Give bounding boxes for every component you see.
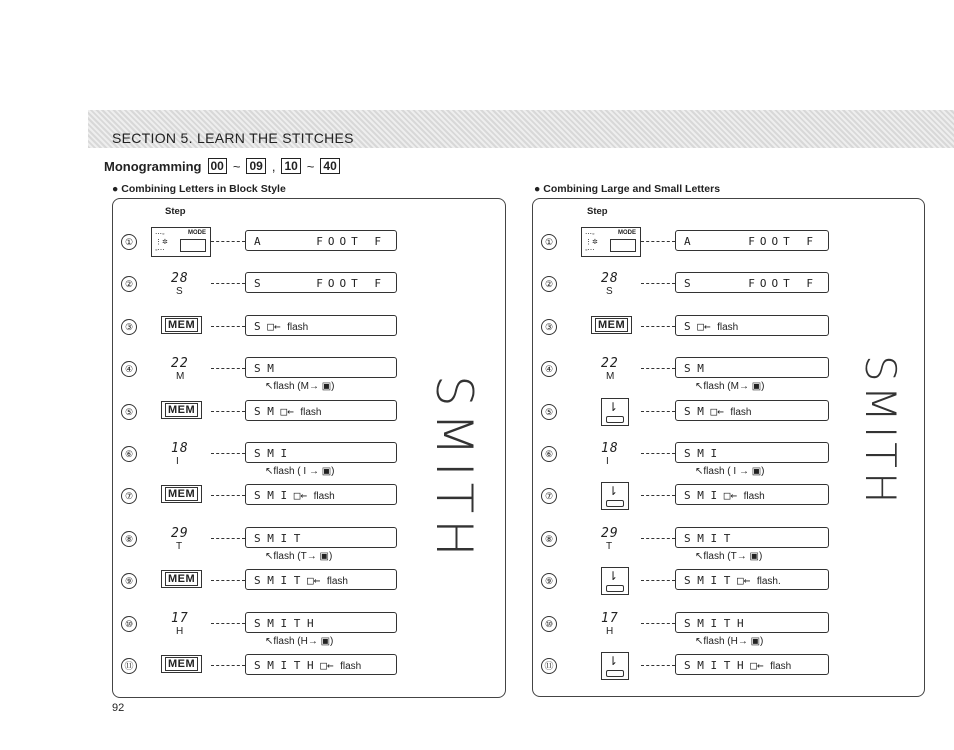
lcd-flash-text: flash bbox=[743, 491, 765, 502]
flash-note: ↖flash ( I → ▣) bbox=[265, 466, 335, 477]
mem-key[interactable] bbox=[591, 316, 632, 334]
lcd-text: S M I bbox=[254, 447, 288, 460]
lcd-display bbox=[245, 400, 397, 421]
step-number: ⑦ bbox=[121, 488, 137, 504]
left-subhead-text: Combining Letters in Block Style bbox=[121, 183, 286, 195]
flash-note: ↖flash (T→ ▣) bbox=[695, 551, 763, 562]
presser-foot-icon bbox=[606, 500, 624, 507]
step-header: Step bbox=[165, 206, 186, 217]
mode-key-icon bbox=[180, 239, 206, 252]
lcd-text: A bbox=[254, 235, 261, 248]
pattern-key-icon[interactable] bbox=[601, 652, 629, 680]
lcd-display bbox=[675, 230, 829, 251]
pattern-number-box: 40 bbox=[320, 158, 339, 174]
mem-key-label: MEM bbox=[165, 572, 198, 586]
lcd-display bbox=[245, 569, 397, 590]
step-number: ⑥ bbox=[121, 446, 137, 462]
letter-label: I bbox=[176, 456, 179, 467]
lcd-display bbox=[675, 654, 829, 675]
lcd-text: S M □← bbox=[684, 405, 731, 418]
right-panel bbox=[532, 198, 925, 697]
connector-dash bbox=[211, 326, 245, 327]
step-number: ⑪ bbox=[121, 658, 137, 674]
stitch-code: 22 bbox=[601, 356, 619, 371]
letter-label: H bbox=[606, 626, 614, 637]
stitch-selector-icon: ⋯◦ ⋮✲ ◦⋯ bbox=[155, 231, 168, 254]
needle-icon: ⇂ bbox=[608, 400, 619, 414]
lcd-display bbox=[675, 315, 829, 336]
flash-note: ↖flash (H→ ▣) bbox=[265, 636, 334, 647]
lcd-display bbox=[675, 484, 829, 505]
flash-note: ↖flash (M→ ▣) bbox=[265, 381, 335, 392]
right-subhead: ● Combining Large and Small Letters bbox=[534, 183, 721, 195]
connector-dash bbox=[641, 326, 675, 327]
lcd-text: S M I T H bbox=[254, 617, 314, 630]
step-number: ⑩ bbox=[541, 616, 557, 632]
letter-label: T bbox=[606, 541, 613, 552]
lcd-flash-text: flash bbox=[313, 491, 335, 502]
range-tilde: ~ bbox=[306, 158, 315, 174]
lcd-text: S M I T □← bbox=[254, 574, 327, 587]
connector-dash bbox=[641, 665, 675, 666]
step-number: ③ bbox=[121, 319, 137, 335]
letter-label: M bbox=[606, 371, 615, 382]
stitch-code: 29 bbox=[601, 526, 619, 541]
lcd-flash-text: flash bbox=[326, 576, 348, 587]
pattern-number-box: 10 bbox=[281, 158, 300, 174]
presser-foot-icon bbox=[606, 585, 624, 592]
lcd-text: S M I T H □← bbox=[684, 659, 771, 672]
lcd-display bbox=[245, 315, 397, 336]
lcd-text: S M I □← bbox=[684, 489, 744, 502]
connector-dash bbox=[641, 283, 675, 284]
connector-dash bbox=[211, 283, 245, 284]
flash-note: ↖flash ( I → ▣) bbox=[695, 466, 765, 477]
pattern-key-icon[interactable] bbox=[601, 398, 629, 426]
flash-note: ↖flash (H→ ▣) bbox=[695, 636, 764, 647]
step-number: ⑪ bbox=[541, 658, 557, 674]
lcd-display bbox=[245, 612, 397, 633]
needle-icon: ⇂ bbox=[608, 484, 619, 498]
step-number: ④ bbox=[541, 361, 557, 377]
mem-key[interactable] bbox=[161, 401, 202, 419]
step-number: ① bbox=[121, 234, 137, 250]
pattern-key-icon[interactable] bbox=[601, 567, 629, 595]
lcd-display bbox=[245, 357, 397, 378]
stitch-code: 18 bbox=[171, 441, 189, 456]
lcd-text: S bbox=[684, 277, 691, 290]
needle-icon: ⇂ bbox=[608, 654, 619, 668]
lcd-display bbox=[245, 272, 397, 293]
mode-label: MODE bbox=[618, 230, 636, 236]
mem-key-label: MEM bbox=[165, 403, 198, 417]
mem-key-label: MEM bbox=[165, 318, 198, 332]
connector-dash bbox=[641, 368, 675, 369]
step-header: Step bbox=[587, 206, 608, 217]
stitch-code: 18 bbox=[601, 441, 619, 456]
lcd-text: S M I T bbox=[684, 532, 731, 545]
lcd-foot-text: FOOT F bbox=[748, 235, 818, 248]
connector-dash bbox=[641, 411, 675, 412]
connector-dash bbox=[211, 241, 245, 242]
mem-key[interactable] bbox=[161, 655, 202, 673]
letter-label: H bbox=[176, 626, 184, 637]
lcd-text: S bbox=[254, 277, 261, 290]
lcd-flash-text: flash bbox=[340, 661, 362, 672]
letter-label: S bbox=[176, 286, 183, 297]
lcd-foot-text: FOOT F bbox=[316, 235, 386, 248]
stitch-code: 29 bbox=[171, 526, 189, 541]
lcd-text: A bbox=[684, 235, 691, 248]
connector-dash bbox=[641, 580, 675, 581]
connector-dash bbox=[641, 495, 675, 496]
lcd-display bbox=[245, 527, 397, 548]
pattern-number-box: 09 bbox=[246, 158, 265, 174]
lcd-display bbox=[675, 527, 829, 548]
step-number: ⑦ bbox=[541, 488, 557, 504]
lcd-display bbox=[245, 230, 397, 251]
needle-icon: ⇂ bbox=[608, 569, 619, 583]
lcd-display bbox=[675, 569, 829, 590]
step-number: ③ bbox=[541, 319, 557, 335]
mem-key[interactable] bbox=[161, 570, 202, 588]
section-title: SECTION 5. LEARN THE STITCHES bbox=[112, 130, 354, 146]
lcd-text: S □← bbox=[684, 320, 718, 333]
left-panel bbox=[112, 198, 506, 698]
range-comma: , bbox=[271, 158, 276, 174]
step-number: ⑨ bbox=[541, 573, 557, 589]
step-number: ④ bbox=[121, 361, 137, 377]
big-monogram-word: SMITH bbox=[856, 355, 905, 508]
connector-dash bbox=[211, 538, 245, 539]
connector-dash bbox=[211, 453, 245, 454]
pattern-key-icon[interactable] bbox=[601, 482, 629, 510]
stitch-code: 17 bbox=[171, 611, 189, 626]
lcd-display bbox=[245, 442, 397, 463]
range-tilde: ~ bbox=[232, 158, 241, 174]
lcd-text: S M I T H bbox=[684, 617, 744, 630]
stitch-code: 17 bbox=[601, 611, 619, 626]
letter-label: M bbox=[176, 371, 185, 382]
lcd-foot-text: FOOT F bbox=[748, 277, 818, 290]
mode-key-icon bbox=[610, 239, 636, 252]
step-number: ② bbox=[541, 276, 557, 292]
step-number: ⑤ bbox=[541, 404, 557, 420]
mode-label: MODE bbox=[188, 230, 206, 236]
lcd-text: S M I bbox=[684, 447, 718, 460]
connector-dash bbox=[641, 538, 675, 539]
right-subhead-text: Combining Large and Small Letters bbox=[543, 183, 721, 195]
step-number: ⑤ bbox=[121, 404, 137, 420]
connector-dash bbox=[211, 495, 245, 496]
stitch-code: 28 bbox=[171, 271, 189, 286]
lcd-flash-text: flash bbox=[287, 322, 309, 333]
big-monogram-word: SMITH bbox=[425, 375, 483, 563]
pattern-number-box: 00 bbox=[208, 158, 227, 174]
lcd-display bbox=[245, 654, 397, 675]
step-number: ⑥ bbox=[541, 446, 557, 462]
mem-key-label: MEM bbox=[165, 487, 198, 501]
presser-foot-icon bbox=[606, 416, 624, 423]
step-number: ⑧ bbox=[541, 531, 557, 547]
step-number: ⑧ bbox=[121, 531, 137, 547]
lcd-flash-text: flash bbox=[300, 407, 322, 418]
connector-dash bbox=[211, 623, 245, 624]
lcd-text: S □← bbox=[254, 320, 288, 333]
mem-key[interactable] bbox=[161, 485, 202, 503]
connector-dash bbox=[211, 580, 245, 581]
connector-dash bbox=[641, 453, 675, 454]
connector-dash bbox=[211, 665, 245, 666]
mem-key-label: MEM bbox=[165, 657, 198, 671]
lcd-display bbox=[675, 442, 829, 463]
lcd-flash-text: flash. bbox=[756, 576, 781, 587]
lcd-text: S M I T bbox=[254, 532, 301, 545]
connector-dash bbox=[641, 241, 675, 242]
lcd-text: S M bbox=[254, 362, 274, 375]
lcd-display bbox=[675, 612, 829, 633]
mem-key-label: MEM bbox=[595, 318, 628, 332]
lcd-text: S M □← bbox=[254, 405, 301, 418]
lcd-display bbox=[675, 357, 829, 378]
lcd-display bbox=[675, 272, 829, 293]
step-number: ⑩ bbox=[121, 616, 137, 632]
lcd-display bbox=[675, 400, 829, 421]
stitch-selector-icon: ⋯◦ ⋮✲ ◦⋯ bbox=[585, 231, 598, 254]
lcd-foot-text: FOOT F bbox=[316, 277, 386, 290]
step-number: ⑨ bbox=[121, 573, 137, 589]
letter-label: I bbox=[606, 456, 609, 467]
lcd-text: S M I T H □← bbox=[254, 659, 341, 672]
lcd-flash-text: flash bbox=[717, 322, 739, 333]
flash-note: ↖flash (T→ ▣) bbox=[265, 551, 333, 562]
lcd-flash-text: flash bbox=[770, 661, 792, 672]
monogramming-label: Monogramming bbox=[104, 158, 202, 174]
letter-label: S bbox=[606, 286, 613, 297]
lcd-flash-text: flash bbox=[730, 407, 752, 418]
step-number: ① bbox=[541, 234, 557, 250]
mode-button-icon bbox=[581, 227, 641, 257]
connector-dash bbox=[211, 368, 245, 369]
mem-key[interactable] bbox=[161, 316, 202, 334]
stitch-code: 28 bbox=[601, 271, 619, 286]
left-subhead: ● Combining Letters in Block Style bbox=[112, 183, 286, 195]
presser-foot-icon bbox=[606, 670, 624, 677]
connector-dash bbox=[641, 623, 675, 624]
connector-dash bbox=[211, 411, 245, 412]
stitch-code: 22 bbox=[171, 356, 189, 371]
lcd-text: S M bbox=[684, 362, 704, 375]
page-number: 92 bbox=[112, 702, 125, 714]
mode-button-icon bbox=[151, 227, 211, 257]
lcd-text: S M I □← bbox=[254, 489, 314, 502]
monogramming-title bbox=[104, 158, 340, 174]
letter-label: T bbox=[176, 541, 183, 552]
step-number: ② bbox=[121, 276, 137, 292]
flash-note: ↖flash (M→ ▣) bbox=[695, 381, 765, 392]
lcd-display bbox=[245, 484, 397, 505]
lcd-text: S M I T □← bbox=[684, 574, 757, 587]
